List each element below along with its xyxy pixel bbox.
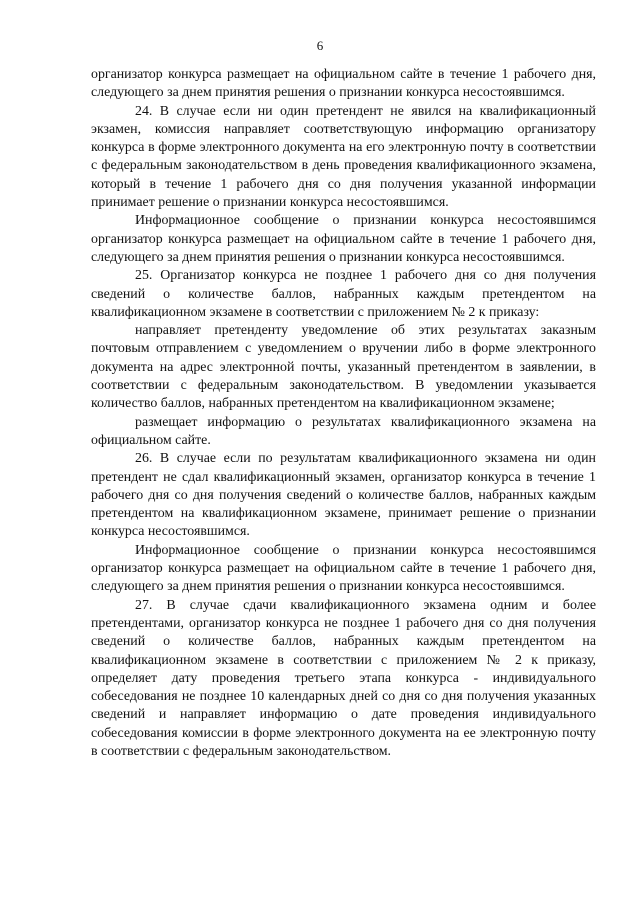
page-number: 6 (316, 38, 324, 53)
document-body (91, 66, 596, 761)
paragraph-info-message-2: Информационное сообщение о признании конкурса несостоявшимся организатор конкурса размещает на официальном сайте в течение 1 рабочего дня, следующего за днем принятия решения о признании конкурса несостоявшимся. (91, 542, 596, 595)
paragraph-continuation: организатор конкурса размещает на официальном сайте в течение 1 рабочего дня, следующего за днем принятия решения о признании конкурса несостоявшимся. (91, 67, 596, 101)
paragraph-item-26: 26. В случае если по результатам квалификационного экзамена ни один претендент не сдал квалификационный экзамен, организатор конкурса в течение 1 рабочего дня со дня получения сведений о количестве баллов, набранных каждым претендентом на квалификационном экзамене, принимает решение о признании конкурса несостоявшимся. (91, 451, 596, 540)
paragraph-info-message-1: Информационное сообщение о признании конкурса несостоявшимся организатор конкурса размещает на официальном сайте в течение 1 рабочего дня, следующего за днем принятия решения о признании конкурса несостоявшимся. (91, 213, 596, 265)
paragraph-item-25-notify: направляет претенденту уведомление об этих результатах заказным почтовым отправлением с уведомлением о вручении либо в форме электронного документа на адрес электронной почты, указанный претендентом в заявлении, в соответствии с федеральным законодательством. В уведомлении указывается количество баллов, набранных претендентом на квалификационном экзамене; (91, 323, 596, 412)
paragraph-item-27: 27. В случае сдачи квалификационного экзамена одним и более претендентами, организатор конкурса не позднее 1 рабочего дня со дня получения сведений о количестве баллов, набранных каждым претендентом на квалификационном экзамене в соответствии с приложением № 2 к приказу, определяет дату проведения третьего этапа конкурса - индивидуального собеседования не позднее 10 календарных дней со дня со дня получения указанных сведений и направляет информацию о дате проведения индивидуального собеседования комиссии в форме электронного документа на ее электронную почту в соответствии с федеральным законодательством. (91, 597, 596, 759)
paragraph-item-25: 25. Организатор конкурса не позднее 1 рабочего дня со дня получения сведений о количестве баллов, набранных каждым претендентом на квалификационном экзамене в соответствии с приложением № 2 к приказу: (91, 268, 596, 320)
paragraph-item-24: 24. В случае если ни один претендент не явился на квалификационный экзамен, комиссия направляет соответствующую информацию организатору конкурса в форме электронного документа на его электронную почту в соответствии с федеральным законодательством в день проведения квалификационного экзамена, который в течение 1 рабочего дня со дня получения указанной информации принимает решение о признании конкурса несостоявшимся. (91, 103, 596, 211)
paragraph-item-25-publish: размещает информацию о результатах квалификационного экзамена на официальном сайте. (91, 414, 596, 448)
